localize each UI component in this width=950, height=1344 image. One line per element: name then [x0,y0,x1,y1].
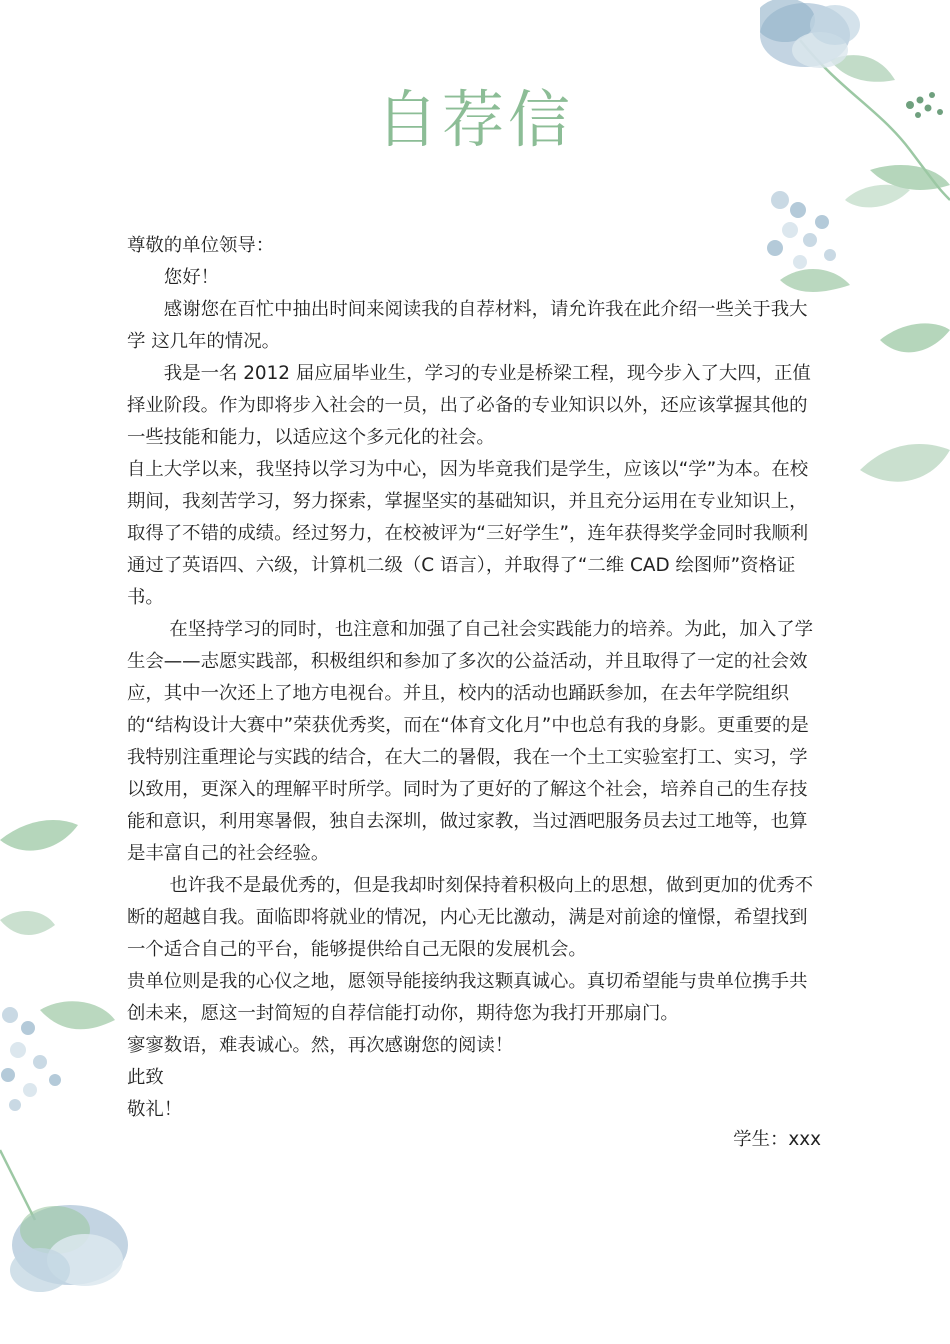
letter-body [127,230,821,1126]
closing-line-2: 敬礼！ [127,1099,183,1120]
greeting: 您好！ [163,267,219,288]
paragraph-4: 在坚持学习的同时，也注意和加强了自己社会实践能力的培养。为此，加入了学生会——志愿实践部，积极组织和参加了多次的公益活动，并且取得了一定的社会效应，其中一次还上了地方电视台。并且，校内的活动也踊跃参加，在去年学院组织的“结构设计大赛中”荣获优秀奖，而在“体育文化月”中也总有我的身影。更重要的是我特别注重理论与实践的结合，在大二的暑假，我在一个土工实验室打工、实习，学以致用，更深入的理解平时所学。同时为了更好的了解这个社会，培养自己的生存技能和意识，利用寒暑假，独自去深圳，做过家教，当过酒吧服务员去过工地等，也算是丰富自己的社会经验。 [127,619,813,864]
page-title: 自荐信 [375,83,574,156]
salutation: 尊敬的单位领导： [127,235,275,256]
signature: 学生：xxx [733,1129,821,1150]
closing-line-1: 此致 [127,1067,164,1088]
floral-decoration-bottom-left [0,800,140,1320]
paragraph-3: 自上大学以来，我坚持以学习为中心，因为毕竟我们是学生，应该以“学”为本。在校期间，我刻苦学习，努力探索，掌握坚实的基础知识，并且充分运用在专业知识上，取得了不错的成绩。经过努力，在校被评为“三好学生”，连年获得奖学金同时我顺利通过了英语四、六级，计算机二级（C 语言），并取得了“二维 CAD 绘图师”资格证书。 [127,459,809,608]
paragraph-6: 贵单位则是我的心仪之地，愿领导能接纳我这颗真诚心。真切希望能与贵单位携手共创未来，愿这一封简短的自荐信能打动你，期待您为我打开那扇门。 [127,971,808,1024]
paragraph-5: 也许我不是最优秀的，但是我却时刻保持着积极向上的思想，做到更加的优秀不断的超越自我。面临即将就业的情况，内心无比激动，满是对前途的憧憬，希望找到一个适合自己的平台，能够提供给自己无限的发展机会。 [127,875,813,960]
paragraph-2: 我是一名 2012 届应届毕业生，学习的专业是桥梁工程，现今步入了大四，正值择业阶段。作为即将步入社会的一员，出了必备的专业知识以外，还应该掌握其他的一些技能和能力，以适应这个多元化的社会。 [127,363,811,448]
paragraph-7: 寥寥数语，难表诚心。然，再次感谢您的阅读！ [127,1035,514,1056]
paragraph-1: 感谢您在百忙中抽出时间来阅读我的自荐材料，请允许我在此介绍一些关于我大学 这几年的情况。 [127,299,808,352]
